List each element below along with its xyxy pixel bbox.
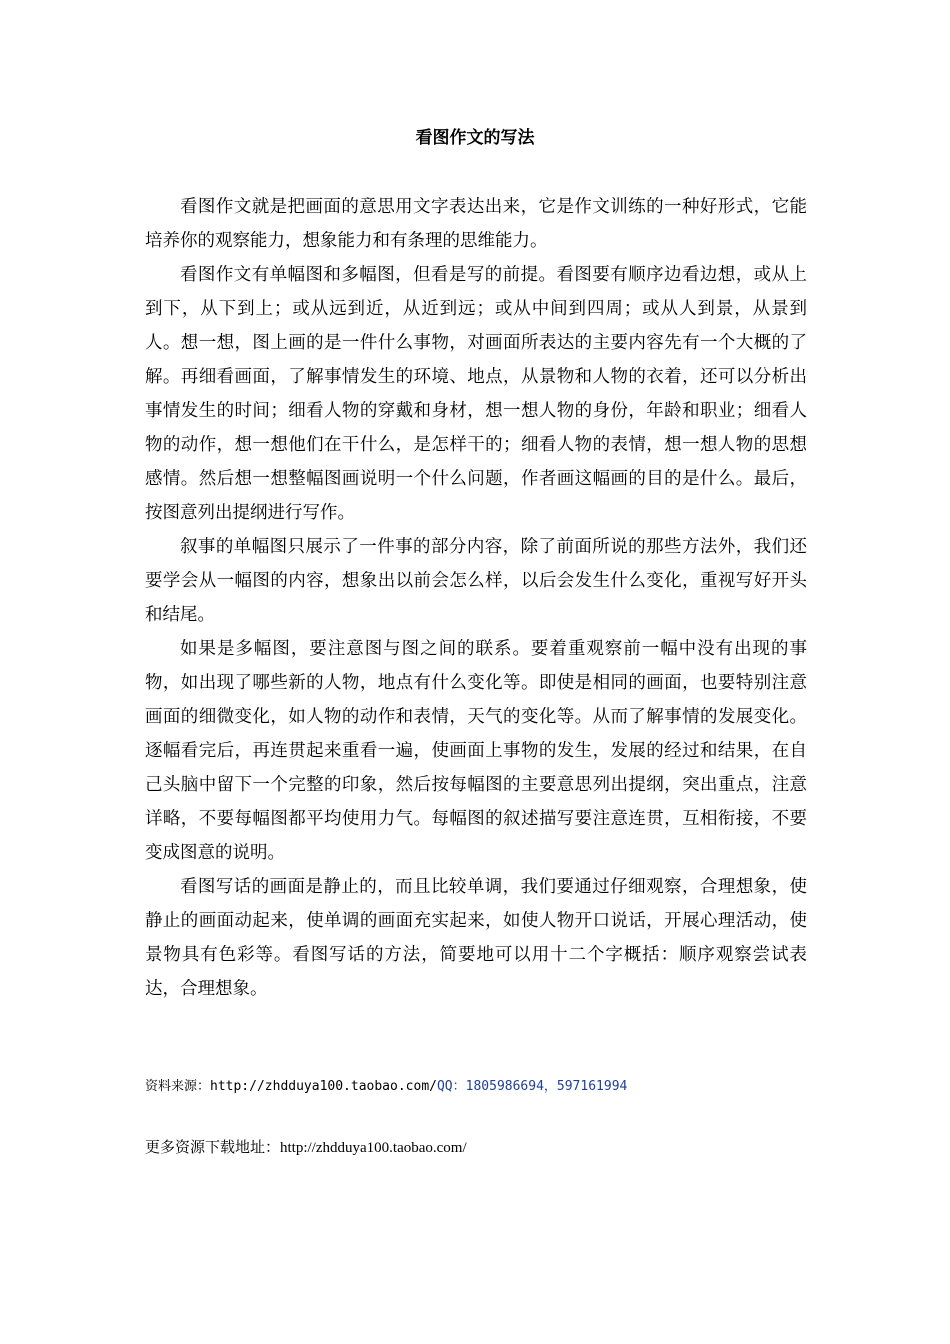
article-body [145, 190, 807, 1006]
paragraph-4: 如果是多幅图，要注意图与图之间的联系。要着重观察前一幅中没有出现的事物，如出现了哪些新的人物，地点有什么变化等。即使是相同的画面，也要特别注意画面的细微变化，如人物的动作和表情，天气的变化等。从而了解事情的发展变化。逐幅看完后，再连贯起来重看一遍，使画面上事物的发生，发展的经过和结果，在自己头脑中留下一个完整的印象，然后按每幅图的主要意思列出提纲，突出重点，注意详略，不要每幅图都平均使用力气。每幅图的叙述描写要注意连贯，互相衔接，不要变成图意的说明。 [145, 639, 807, 863]
page-title: 看图作文的写法 [415, 128, 535, 148]
download-link[interactable]: 更多资源下载地址：http://zhdduya100.taobao.com/ [145, 1140, 467, 1156]
source-contact: QQ：1805986694，597161994 [436, 1079, 628, 1094]
source-line [145, 1077, 845, 1097]
paragraph-5: 看图写话的画面是静止的，而且比较单调，我们要通过仔细观察，合理想象，使静止的画面动起来，使单调的画面充实起来，如使人物开口说话，开展心理活动，使景物具有色彩等。看图写话的方法，简要地可以用十二个字概括：顺序观察尝试表达，合理想象。 [145, 877, 807, 999]
paragraph-2: 看图作文有单幅图和多幅图，但看是写的前提。看图要有顺序边看边想，或从上到下，从下到上；或从远到近，从近到远；或从中间到四周；或从人到景，从景到人。想一想，图上画的是一件什么事物，对画面所表达的主要内容先有一个大概的了解。再细看画面，了解事情发生的环境、地点，从景物和人物的衣着，还可以分析出事情发生的时间；细看人物的穿戴和身材，想一想人物的身份，年龄和职业；细看人物的动作，想一想他们在干什么，是怎样干的；细看人物的表情，想一想人物的思想感情。然后想一想整幅图画说明一个什么问题，作者画这幅画的目的是什么。最后，按图意列出提纲进行写作。 [145, 265, 807, 523]
paragraph-3: 叙事的单幅图只展示了一件事的部分内容，除了前面所说的那些方法外，我们还要学会从一幅图的内容，想象出以前会怎么样，以后会发生什么变化，重视写好开头和结尾。 [145, 537, 807, 625]
source-label: 资料来源：http://zhdduya100.taobao.com/ [145, 1079, 437, 1094]
paragraph-1: 看图作文就是把画面的意思用文字表达出来，它是作文训练的一种好形式，它能培养你的观察能力，想象能力和有条理的思维能力。 [145, 197, 807, 251]
